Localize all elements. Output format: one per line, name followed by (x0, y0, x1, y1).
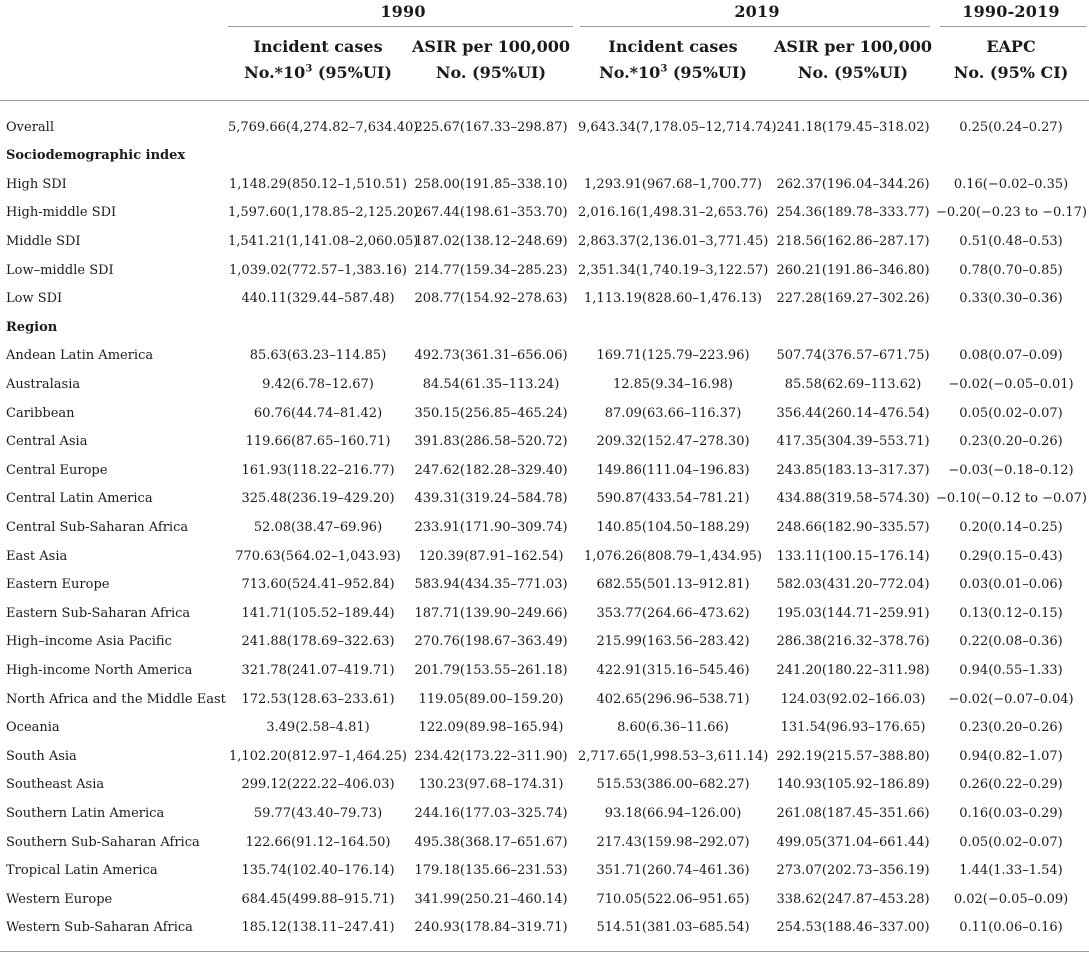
row-label: High-income North America (6, 662, 193, 678)
cell-asir-1990: 122.09(89.98–165.94) (418, 720, 564, 736)
row-label: Central Latin America (6, 491, 153, 507)
cell-eapc: 0.05(0.02–0.07) (959, 834, 1063, 850)
cell-asir-2019: 356.44(260.14–476.54) (776, 405, 930, 421)
cell-eapc: 0.16(−0.02–0.35) (953, 176, 1069, 192)
row-label: Low SDI (6, 291, 63, 307)
cell-asir-1990: 201.79(153.55–261.18) (414, 662, 568, 678)
cell-incident-1990: 684.45(499.88–915.71) (241, 891, 395, 907)
row-label: Caribbean (6, 405, 75, 421)
row-label: Southeast Asia (6, 777, 105, 793)
cell-asir-2019: 248.66(182.90–335.57) (776, 519, 930, 535)
cell-incident-2019: 351.71(260.74–461.36) (596, 863, 750, 879)
table-row (0, 857, 1089, 886)
row-label: Australasia (6, 376, 81, 392)
cell-eapc: 0.23(0.20–0.26) (959, 434, 1063, 450)
cell-incident-2019: 8.60(6.36–11.66) (617, 720, 729, 736)
row-label: Central Europe (6, 462, 108, 478)
cell-asir-1990: 267.44(198.61–353.70) (414, 205, 568, 221)
cell-eapc: 0.78(0.70–0.85) (959, 262, 1063, 278)
cell-incident-2019: 93.18(66.94–126.00) (604, 805, 742, 821)
cell-incident-1990: 1,541.21(1,141.08–2,060.05) (228, 233, 419, 249)
cell-asir-1990: 234.42(173.22–311.90) (414, 748, 568, 764)
cell-asir-2019: 286.38(216.32–378.76) (776, 634, 930, 650)
cell-incident-1990: 241.88(178.69–322.63) (241, 634, 395, 650)
cell-asir-2019: 227.28(169.27–302.26) (776, 291, 930, 307)
table-row (0, 686, 1089, 715)
cell-asir-1990: 247.62(182.28–329.40) (414, 462, 568, 478)
row-label: Tropical Latin America (6, 863, 158, 879)
cell-incident-1990: 713.60(524.41–952.84) (241, 577, 395, 593)
table-row (0, 485, 1089, 514)
cell-incident-1990: 185.12(138.11–247.41) (241, 920, 395, 936)
cell-incident-2019: 2,717.65(1,998.53–3,611.14) (578, 748, 769, 764)
cell-asir-2019: 273.07(202.73–356.19) (776, 863, 930, 879)
cell-asir-1990: 179.18(135.66–231.53) (414, 863, 568, 879)
year-2019-header: 2019 (734, 2, 780, 21)
row-label: Andean Latin America (6, 348, 154, 364)
row-label: Overall (6, 119, 54, 135)
year-1990-header: 1990 (380, 2, 426, 21)
row-label: Central Asia (6, 434, 88, 450)
cell-asir-2019: 133.11(100.15–176.14) (776, 548, 930, 564)
cell-asir-2019: 218.56(162.86–287.17) (776, 233, 930, 249)
cell-asir-1990: 495.38(368.17–651.67) (414, 834, 568, 850)
cell-asir-1990: 270.76(198.67–363.49) (414, 634, 568, 650)
table-row (0, 371, 1089, 400)
cell-incident-2019: 710.05(522.06–951.65) (596, 891, 750, 907)
col-head-incident-1990: Incident cases $No.*10^3$ (95%UI) (244, 37, 392, 82)
cell-incident-2019: 682.55(501.13–912.81) (596, 577, 750, 593)
cell-asir-2019: 243.85(183.13–317.37) (776, 462, 930, 478)
cell-incident-1990: 1,102.20(812.97–1,464.25) (229, 748, 407, 764)
cell-asir-2019: 292.19(215.57–388.80) (776, 748, 930, 764)
table-row (0, 257, 1089, 286)
table-row (0, 228, 1089, 257)
table-row (0, 771, 1089, 800)
cell-eapc: 0.25(0.24–0.27) (959, 119, 1063, 135)
section-label: Region (6, 319, 58, 335)
cell-asir-2019: 338.62(247.87–453.28) (776, 891, 930, 907)
cell-eapc: 0.05(0.02–0.07) (959, 405, 1063, 421)
cell-eapc: 0.03(0.01–0.06) (959, 577, 1063, 593)
table-row (0, 428, 1089, 457)
cell-incident-2019: 215.99(163.56–283.42) (596, 634, 750, 650)
cell-asir-1990: 84.54(61.35–113.24) (422, 376, 560, 392)
cell-asir-2019: 434.88(319.58–574.30) (776, 491, 930, 507)
cell-asir-1990: 225.67(167.33–298.87) (414, 119, 568, 135)
cell-incident-1990: 141.71(105.52–189.44) (241, 605, 395, 621)
table-row (0, 714, 1089, 743)
table-row (0, 457, 1089, 486)
table-row (0, 657, 1089, 686)
row-label: High SDI (6, 176, 67, 192)
cell-eapc: 0.51(0.48–0.53) (959, 233, 1063, 249)
cell-eapc: −0.03(−0.18–0.12) (948, 462, 1074, 478)
cell-incident-1990: 5,769.66(4,274.82–7,634.40) (228, 119, 419, 135)
cell-eapc: −0.02(−0.05–0.01) (948, 376, 1074, 392)
cell-incident-1990: 1,148.29(850.12–1,510.51) (229, 176, 407, 192)
group-rule-2019 (580, 26, 930, 27)
row-label: Southern Sub-Saharan Africa (6, 834, 200, 850)
cell-incident-2019: 514.51(381.03–685.54) (596, 920, 750, 936)
cell-asir-2019: 241.20(180.22–311.98) (776, 662, 930, 678)
cell-asir-1990: 233.91(171.90–309.74) (414, 519, 568, 535)
group-rule-1990 (228, 26, 573, 27)
table-row (0, 628, 1089, 657)
cell-incident-1990: 161.93(118.22–216.77) (241, 462, 395, 478)
cell-incident-1990: 770.63(564.02–1,043.93) (235, 548, 401, 564)
cell-eapc: 0.23(0.20–0.26) (959, 720, 1063, 736)
cell-asir-1990: 492.73(361.31–656.06) (414, 348, 568, 364)
cell-incident-2019: 422.91(315.16–545.46) (596, 662, 750, 678)
cell-asir-1990: 439.31(319.24–584.78) (414, 491, 568, 507)
table-row (0, 171, 1089, 200)
cell-incident-1990: 52.08(38.47–69.96) (253, 519, 383, 535)
cell-asir-1990: 187.71(139.90–249.66) (414, 605, 568, 621)
table-row (0, 114, 1089, 143)
header-bottom-rule (0, 100, 1089, 101)
cell-asir-1990: 119.05(89.00–159.20) (418, 691, 564, 707)
cell-incident-2019: 149.86(111.04–196.83) (596, 462, 750, 478)
cell-incident-1990: 60.76(44.74–81.42) (253, 405, 383, 421)
table-row (0, 571, 1089, 600)
row-label: Middle SDI (6, 233, 81, 249)
cell-asir-1990: 350.15(256.85–465.24) (414, 405, 568, 421)
cell-asir-2019: 261.08(187.45–351.66) (776, 805, 930, 821)
cell-incident-1990: 85.63(63.23–114.85) (249, 348, 387, 364)
cell-asir-2019: 195.03(144.71–259.91) (776, 605, 930, 621)
cell-incident-1990: 122.66(91.12–164.50) (245, 834, 391, 850)
cell-asir-2019: 262.37(196.04–344.26) (776, 176, 930, 192)
cell-incident-2019: 1,113.19(828.60–1,476.13) (584, 291, 762, 307)
table-row (0, 400, 1089, 429)
cell-incident-2019: 1,293.91(967.68–1,700.77) (584, 176, 762, 192)
row-label: Eastern Sub-Saharan Africa (6, 605, 191, 621)
row-label: High-middle SDI (6, 205, 117, 221)
cell-eapc: 0.08(0.07–0.09) (959, 348, 1063, 364)
cell-incident-1990: 299.12(222.22–406.03) (241, 777, 395, 793)
cell-incident-1990: 1,039.02(772.57–1,383.16) (229, 262, 407, 278)
cell-asir-1990: 208.77(154.92–278.63) (414, 291, 568, 307)
cell-incident-2019: 87.09(63.66–116.37) (604, 405, 742, 421)
table-row (0, 800, 1089, 829)
cell-incident-2019: 353.77(264.66–473.62) (596, 605, 750, 621)
cell-asir-2019: 85.58(62.69–113.62) (784, 376, 922, 392)
cell-incident-1990: 59.77(43.40–79.73) (253, 805, 383, 821)
cell-asir-1990: 244.16(177.03–325.74) (414, 805, 568, 821)
cell-eapc: −0.02(−0.07–0.04) (948, 691, 1074, 707)
cell-asir-2019: 241.18(179.45–318.02) (776, 119, 930, 135)
cell-incident-2019: 2,016.16(1,498.31–2,653.76) (578, 205, 769, 221)
table-row (0, 514, 1089, 543)
cell-asir-1990: 341.99(250.21–460.14) (414, 891, 568, 907)
cell-incident-2019: 209.32(152.47–278.30) (596, 434, 750, 450)
cell-asir-1990: 214.77(159.34–285.23) (414, 262, 568, 278)
row-label: Western Sub-Saharan Africa (6, 920, 193, 936)
cell-asir-2019: 254.53(188.46–337.00) (776, 920, 930, 936)
cell-asir-2019: 417.35(304.39–553.71) (776, 434, 930, 450)
cell-incident-2019: 169.71(125.79–223.96) (596, 348, 750, 364)
cell-asir-2019: 260.21(191.86–346.80) (776, 262, 930, 278)
row-label: Central Sub-Saharan Africa (6, 519, 189, 535)
row-label: North Africa and the Middle East (6, 691, 226, 707)
cell-incident-1990: 321.78(241.07–419.71) (241, 662, 395, 678)
section-header-row (0, 142, 1089, 171)
cell-eapc: 0.02(−0.05–0.09) (953, 891, 1069, 907)
table-row (0, 743, 1089, 772)
cell-incident-1990: 119.66(87.65–160.71) (245, 434, 391, 450)
cell-asir-1990: 583.94(434.35–771.03) (414, 577, 568, 593)
table-row (0, 285, 1089, 314)
cell-incident-2019: 1,076.26(808.79–1,434.95) (584, 548, 762, 564)
row-label: East Asia (6, 548, 68, 564)
cell-incident-1990: 325.48(236.19–429.20) (241, 491, 395, 507)
cell-asir-1990: 258.00(191.85–338.10) (414, 176, 568, 192)
cell-asir-1990: 120.39(87.91–162.54) (418, 548, 564, 564)
cell-asir-2019: 507.74(376.57–671.75) (776, 348, 930, 364)
cell-incident-2019: 140.85(104.50–188.29) (596, 519, 750, 535)
cell-eapc: 0.94(0.82–1.07) (959, 748, 1063, 764)
cell-incident-2019: 2,863.37(2,136.01–3,771.45) (578, 233, 769, 249)
row-label: South Asia (6, 748, 77, 764)
cell-asir-2019: 582.03(431.20–772.04) (776, 577, 930, 593)
cell-eapc: 0.20(0.14–0.25) (959, 519, 1063, 535)
cell-eapc: 0.13(0.12–0.15) (959, 605, 1063, 621)
cell-incident-1990: 1,597.60(1,178.85–2,125.20) (228, 205, 419, 221)
cell-asir-2019: 131.54(96.93–176.65) (780, 720, 926, 736)
cell-eapc: 0.29(0.15–0.43) (959, 548, 1063, 564)
table-row (0, 199, 1089, 228)
section-label: Sociodemographic index (6, 148, 186, 164)
col-head-asir-2019: ASIR per 100,000 No. (95%UI) (773, 37, 933, 82)
row-label: Southern Latin America (6, 805, 165, 821)
group-rule-period (940, 26, 1086, 27)
cell-asir-1990: 187.02(138.12–248.69) (414, 233, 568, 249)
cell-incident-2019: 515.53(386.00–682.27) (596, 777, 750, 793)
table-row (0, 914, 1089, 943)
cell-incident-1990: 9.42(6.78–12.67) (262, 376, 374, 392)
cell-incident-2019: 2,351.34(1,740.19–3,122.57) (578, 262, 769, 278)
section-header-row (0, 314, 1089, 343)
cell-incident-2019: 402.65(296.96–538.71) (596, 691, 750, 707)
cell-eapc: 0.26(0.22–0.29) (959, 777, 1063, 793)
cell-incident-2019: 9,643.34(7,178.05–12,714.74) (578, 119, 777, 135)
table-bottom-rule (0, 951, 1089, 952)
cell-asir-1990: 240.93(178.84–319.71) (414, 920, 568, 936)
row-label: High–income Asia Pacific (6, 634, 172, 650)
table-row (0, 829, 1089, 858)
col-head-incident-2019: Incident cases $No.*10^3$ (95%UI) (599, 37, 747, 82)
cell-asir-2019: 124.03(92.02–166.03) (780, 691, 926, 707)
cell-incident-1990: 440.11(329.44–587.48) (241, 291, 395, 307)
cell-eapc: 0.11(0.06–0.16) (959, 920, 1063, 936)
cell-asir-1990: 391.83(286.58–520.72) (414, 434, 568, 450)
cell-asir-2019: 499.05(371.04–661.44) (776, 834, 930, 850)
row-label: Low–middle SDI (6, 262, 114, 278)
cell-eapc: 0.16(0.03–0.29) (959, 805, 1063, 821)
col-head-asir-1990: ASIR per 100,000 No. (95%UI) (411, 37, 571, 82)
cell-asir-2019: 254.36(189.78–333.77) (776, 205, 930, 221)
cell-eapc: −0.20(−0.23 to −0.17) (936, 205, 1087, 221)
cell-eapc: 0.94(0.55–1.33) (959, 662, 1063, 678)
cell-incident-2019: 590.87(433.54–781.21) (596, 491, 750, 507)
table-row (0, 543, 1089, 572)
row-label: Eastern Europe (6, 577, 110, 593)
cell-incident-2019: 217.43(159.98–292.07) (596, 834, 750, 850)
period-1990-2019-header: 1990-2019 (962, 2, 1060, 21)
cell-eapc: 1.44(1.33–1.54) (959, 863, 1063, 879)
row-label: Oceania (6, 720, 60, 736)
cell-eapc: −0.10(−0.12 to −0.07) (936, 491, 1087, 507)
cell-incident-1990: 172.53(128.63–233.61) (241, 691, 395, 707)
cell-asir-2019: 140.93(105.92–186.89) (776, 777, 930, 793)
table-row (0, 342, 1089, 371)
table-row (0, 600, 1089, 629)
row-label: Western Europe (6, 891, 113, 907)
cell-eapc: 0.33(0.30–0.36) (959, 291, 1063, 307)
cell-incident-1990: 3.49(2.58–4.81) (266, 720, 370, 736)
cell-incident-2019: 12.85(9.34–16.98) (612, 376, 734, 392)
cell-eapc: 0.22(0.08–0.36) (959, 634, 1063, 650)
col-head-eapc: EAPC No. (95% CI) (953, 37, 1069, 82)
table-row (0, 886, 1089, 915)
cell-incident-1990: 135.74(102.40–176.14) (241, 863, 395, 879)
cell-asir-1990: 130.23(97.68–174.31) (418, 777, 564, 793)
